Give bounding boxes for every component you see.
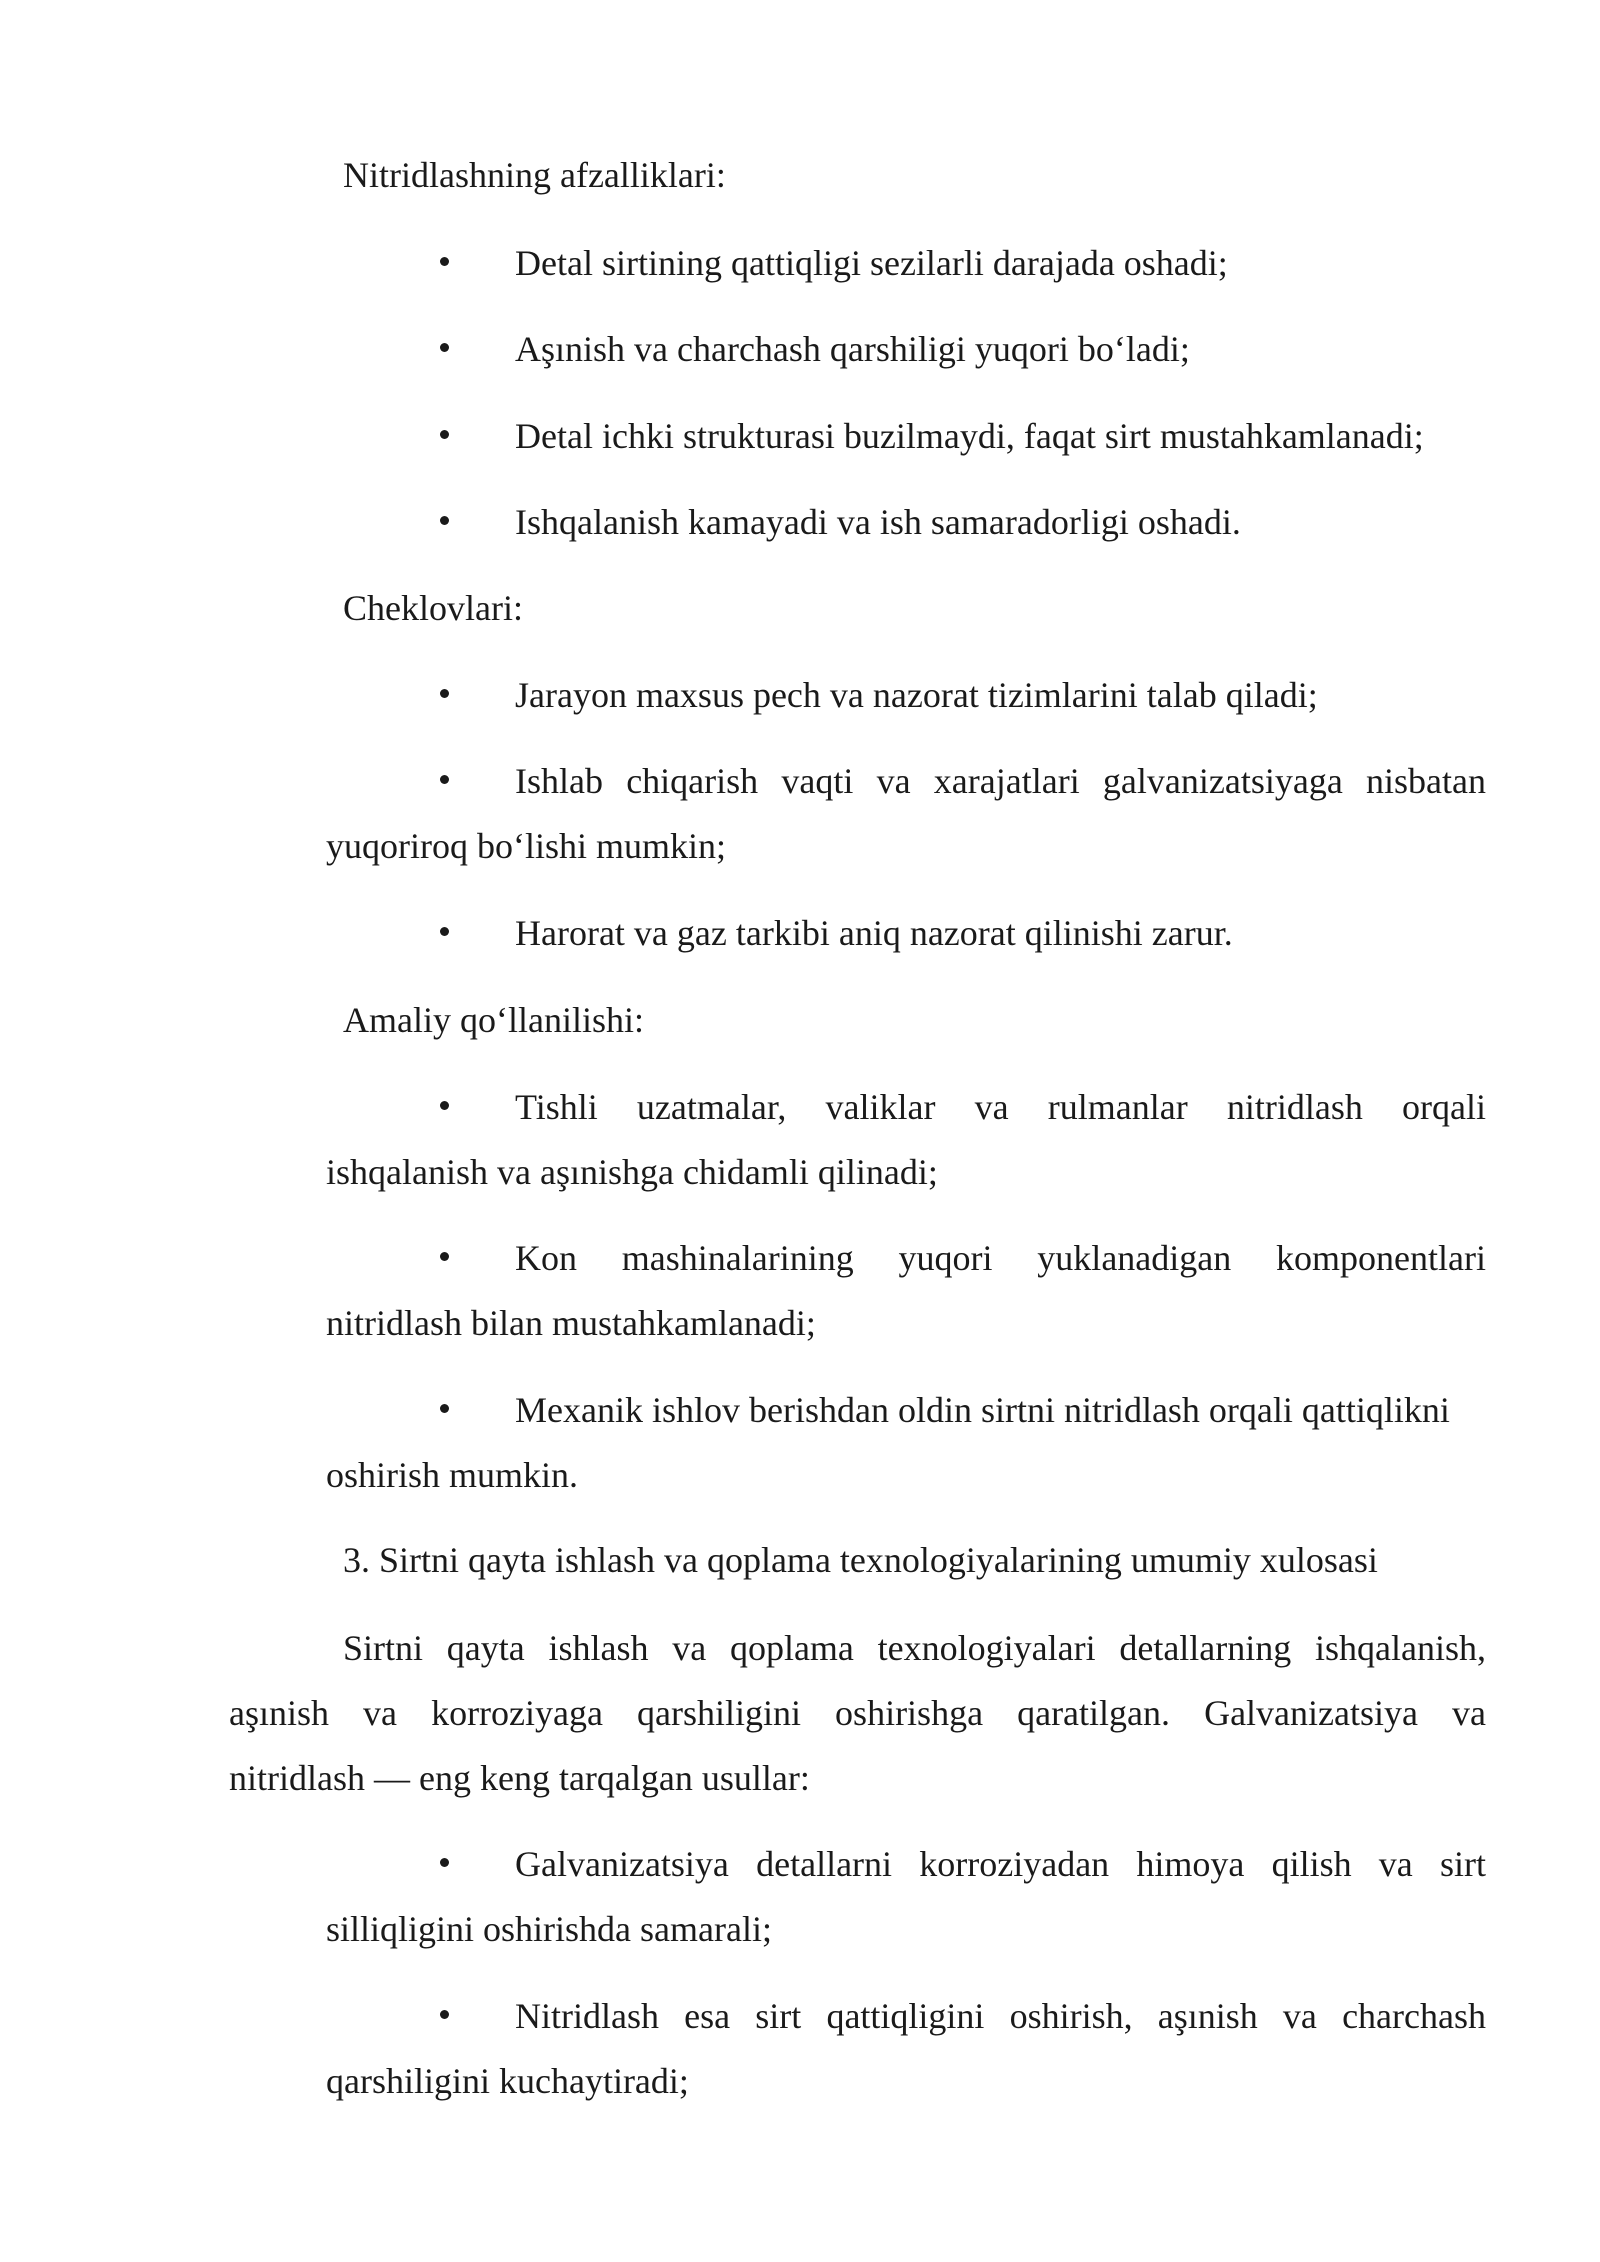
bullet-icon <box>440 1858 449 1867</box>
bullet-icon <box>440 257 449 266</box>
list-item <box>326 414 1486 479</box>
list-item-text: Ishlab chiqarish vaqti va xarajatlari galvanizatsiyaga nisbatan <box>515 761 1486 801</box>
section-heading-limitations: Cheklovlari: <box>343 588 523 628</box>
list-item <box>326 241 1486 306</box>
paragraph-line: aşınish va korroziyaga qarshiligini oshirishga qaratilgan. Galvanizatsiya va <box>229 1693 1486 1733</box>
bullet-icon <box>440 927 449 936</box>
paragraph-line: nitridlash — eng keng tarqalgan usullar: <box>229 1758 810 1798</box>
list-item <box>326 1994 1486 2101</box>
list-item-continuation: silliqligini oshirishda samarali; <box>326 1909 772 1949</box>
bullet-icon <box>440 1101 449 1110</box>
list-item-text: Kon mashinalarining yuqori yuklanadigan komponentlari <box>515 1238 1486 1278</box>
list-item <box>326 327 1486 392</box>
list-item <box>326 1388 1486 1495</box>
bullet-icon <box>440 430 449 439</box>
section-heading-conclusion: 3. Sirtni qayta ishlash va qoplama texnologiyalarining umumiy xulosasi <box>343 1540 1378 1580</box>
bullet-icon <box>440 775 449 784</box>
list-item-continuation: nitridlash bilan mustahkamlanadi; <box>326 1303 816 1343</box>
list-item <box>326 500 1486 565</box>
list-item-text: Detal sirtining qattiqligi sezilarli darajada oshadi; <box>515 243 1228 283</box>
list-item-text: Ishqalanish kamayadi va ish samaradorligi oshadi. <box>515 502 1241 542</box>
list-item <box>326 911 1486 976</box>
list-item <box>326 1085 1486 1192</box>
bullet-icon <box>440 343 449 352</box>
bullet-icon <box>440 689 449 698</box>
list-item-text: Mexanik ishlov berishdan oldin sirtni nitridlash orqali qattiqlikni <box>515 1390 1450 1430</box>
list-item <box>326 759 1486 866</box>
list-item-text: Nitridlash esa sirt qattiqligini oshirish, aşınish va charchash <box>515 1996 1486 2036</box>
list-item <box>326 673 1486 738</box>
list-item-text: Tishli uzatmalar, valiklar va rulmanlar nitridlash orqali <box>515 1087 1486 1127</box>
list-item-continuation: yuqoriroq bo‘lishi mumkin; <box>326 826 726 866</box>
bullet-icon <box>440 1404 449 1413</box>
list-item-text: Aşınish va charchash qarshiligi yuqori bo‘ladi; <box>515 329 1190 369</box>
paragraph-line: Sirtni qayta ishlash va qoplama texnologiyalari detallarning ishqalanish, <box>343 1628 1486 1668</box>
section-heading-advantages: Nitridlashning afzalliklari: <box>343 155 726 195</box>
list-item <box>326 1842 1486 1949</box>
list-item-continuation: qarshiligini kuchaytiradi; <box>326 2061 689 2101</box>
bullet-icon <box>440 1252 449 1261</box>
list-item-continuation: ishqalanish va aşınishga chidamli qilinadi; <box>326 1152 938 1192</box>
bullet-icon <box>440 2010 449 2019</box>
list-item-continuation: oshirish mumkin. <box>326 1455 579 1495</box>
list-item-text: Harorat va gaz tarkibi aniq nazorat qilinishi zarur. <box>515 913 1233 953</box>
list-item-text: Detal ichki strukturasi buzilmaydi, faqat sirt mustahkamlanadi; <box>515 416 1424 456</box>
list-item-text: Jarayon maxsus pech va nazorat tizimlarini talab qiladi; <box>515 675 1318 715</box>
list-item <box>326 1236 1486 1343</box>
section-heading-applications: Amaliy qo‘llanilishi: <box>343 1000 644 1040</box>
bullet-icon <box>440 516 449 525</box>
list-item-text: Galvanizatsiya detallarni korroziyadan himoya qilish va sirt <box>515 1844 1486 1884</box>
